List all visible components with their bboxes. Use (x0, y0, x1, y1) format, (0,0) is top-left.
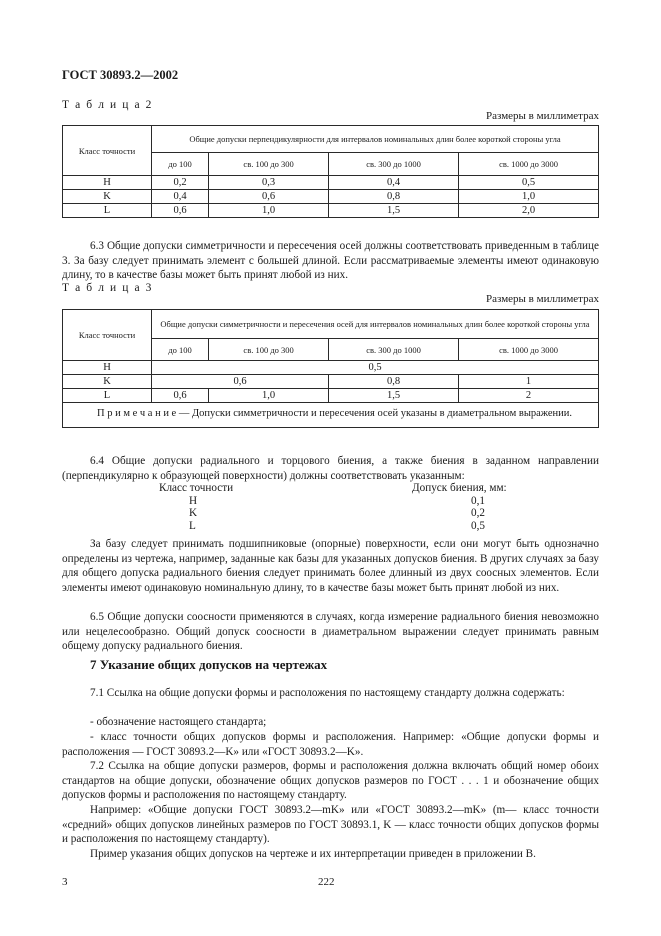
paragraph-6-5: 6.5 Общие допуски соосности применяются в случаях, когда измерение радиального биения невозможно или нецелесообразно. Общий допуск соосности в диаметральном выражении следует принимать равным общему допуску радиального биения. (62, 611, 599, 653)
table2-col-header: св. 1000 до 3000 (459, 153, 599, 176)
table2-cell: 0,6 (152, 204, 209, 218)
table2-col-header: св. 100 до 300 (209, 153, 329, 176)
runout-class: H (189, 494, 198, 507)
runout-class-header: Класс точности (159, 482, 234, 494)
runout-value: 0,1 (471, 494, 485, 507)
table3-units: Размеры в миллиметрах (486, 293, 599, 305)
paragraph-7-2-end: Пример указания общих допусков на чертеже и их интерпретации приведен в приложении В. (90, 848, 536, 860)
runout-class: L (189, 519, 196, 532)
table3-cell: 2 (459, 389, 599, 403)
table2-row (63, 176, 599, 190)
runout-value: 0,2 (471, 507, 485, 519)
table3-cell-class: K (63, 375, 152, 389)
table2-cell: 0,6 (209, 190, 329, 204)
paragraph-7-1-item-b: - класс точности общих допусков формы и расположения. Например: «Общие допуски формы и расположения — ГОСТ 30893.2—K» или «ГОСТ 30893.2—K». (62, 731, 599, 758)
table3-class-header: Класс точности (63, 310, 152, 361)
table2-cell: 1,5 (329, 204, 459, 218)
table2-cell-class: H (63, 176, 152, 190)
table3-cell: 0,6 (152, 389, 209, 403)
table3-row (63, 375, 599, 389)
table2-group-header: Общие допуски перпендикулярности для интервалов номинальных длин более короткой стороны угла (152, 126, 599, 153)
table3-cell: 1,5 (329, 389, 459, 403)
table2-cell: 0,5 (459, 176, 599, 190)
paragraph-7-2: 7.2 Ссылка на общие допуски размеров, формы и расположения должна включать общий номер обоих стандартов на общие допуски, обозначение общих допусков размеров по ГОСТ . . . 1 и обозначение общих допусков формы и расположения по настоящему стандарту. (62, 760, 599, 802)
table2-cell: 0,8 (329, 190, 459, 204)
runout-list (62, 482, 599, 532)
table2-cell-class: L (63, 204, 152, 218)
runout-class: K (189, 507, 198, 519)
paragraph-6-4-base: За базу следует принимать подшипниковые (опорные) поверхности, если они могут быть однозначно определены из чертежа, например, заданные как базы для указанных допусков биения. В других случаях за базу для общего допуска радиального биения следует принимать более длинный из двух соосных элементов. Если элементы имеют одинаковую номинальную длину, то в качестве базы может быть принят любой из них. (62, 538, 599, 594)
table3-row (63, 361, 599, 375)
table3-cell: 1,0 (209, 389, 329, 403)
table3-cell: 0,8 (329, 375, 459, 389)
document-code-header: ГОСТ 30893.2—2002 (62, 68, 179, 82)
table3-cell: 0,5 (152, 361, 599, 375)
runout-row (62, 495, 599, 508)
table2-cell: 2,0 (459, 204, 599, 218)
table2-cell: 0,3 (209, 176, 329, 190)
page-number-left: 3 (62, 876, 68, 888)
table2-cell: 0,4 (152, 190, 209, 204)
table3-cell: 0,6 (152, 375, 329, 389)
table3-cell-class: H (63, 361, 152, 375)
runout-row (62, 507, 599, 520)
table2-cell: 0,4 (329, 176, 459, 190)
table3-cell-class: L (63, 389, 152, 403)
table3-col-header: св. 100 до 300 (209, 339, 329, 361)
table2-col-header: св. 300 до 1000 (329, 153, 459, 176)
table2-cell: 0,2 (152, 176, 209, 190)
table3-col-header: до 100 (152, 339, 209, 361)
paragraph-6-4: 6.4 Общие допуски радиального и торцового биения, а также биения в заданном направлении (перпендикулярно к образующей поверхности) должны соответствовать указанным: (62, 455, 599, 482)
paragraph-7-1: 7.1 Ссылка на общие допуски формы и расположения по настоящему стандарту должна содержать: (90, 687, 565, 699)
paragraph-7-2-example: Например: «Общие допуски ГОСТ 30893.2—mK» или «ГОСТ 30893.2—mK» (m— класс точности «средний» общих допусков линейных размеров по ГОСТ 30893.1, K — класс точности общих допусков формы и расположения по настоящему стандарту). (62, 804, 599, 846)
table2 (62, 125, 599, 218)
runout-row (62, 520, 599, 533)
table2-units: Размеры в миллиметрах (486, 110, 599, 122)
table2-label: Т а б л и ц а 2 (62, 99, 154, 111)
table3-group-header: Общие допуски симметричности и пересечения осей для интервалов номинальных длин более короткой стороны угла (152, 310, 599, 339)
runout-value: 0,5 (471, 519, 485, 532)
page-number-center: 222 (318, 876, 335, 888)
table3-row (63, 389, 599, 403)
table2-cell-class: K (63, 190, 152, 204)
table3 (62, 309, 599, 428)
table3-note: П р и м е ч а н и е — Допуски симметричности и пересечения осей указаны в диаметральном выражении. (97, 408, 573, 419)
table2-row (63, 204, 599, 218)
table2-cell: 1,0 (459, 190, 599, 204)
table3-col-header: св. 300 до 1000 (329, 339, 459, 361)
table2-class-header: Класс точности (63, 126, 152, 176)
table3-col-header: св. 1000 до 3000 (459, 339, 599, 361)
table2-col-header: до 100 (152, 153, 209, 176)
paragraph-6-3: 6.3 Общие допуски симметричности и пересечения осей должны соответствовать приведенным в таблице 3. За базу следует принимать элемент с большей длиной. Если рассматриваемые элементы имеют одинаковую длину, то в качестве базы может быть принят любой из них. (62, 240, 599, 282)
table3-label: Т а б л и ц а 3 (62, 282, 154, 294)
table2-cell: 1,0 (209, 204, 329, 218)
section-7-heading: 7 Указание общих допусков на чертежах (90, 657, 328, 672)
table2-row (63, 190, 599, 204)
table3-cell: 1 (459, 375, 599, 389)
paragraph-7-1-item-a: - обозначение настоящего стандарта; (90, 716, 267, 728)
runout-tolerance-header: Допуск биения, мм: (412, 482, 507, 494)
